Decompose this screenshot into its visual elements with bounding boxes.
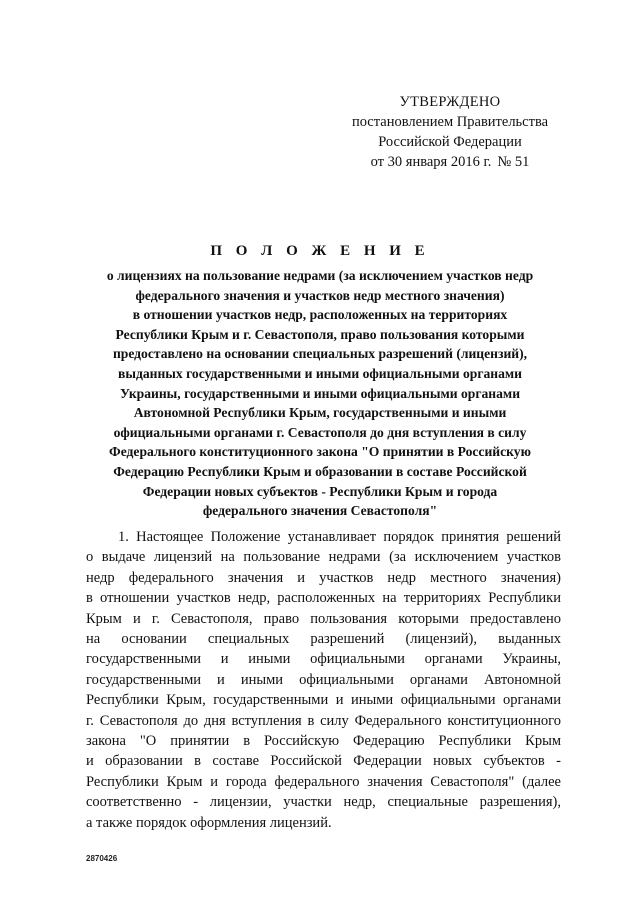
paragraph-line: о выдаче лицензий на пользование недрами (за исключением участков bbox=[86, 549, 561, 566]
paragraph-line: Республики Крым и города федерального значения Севастополя" (далее bbox=[86, 773, 561, 790]
paragraph-line: г. Севастополя до дня вступления в силу Федерального конституционного bbox=[86, 712, 561, 729]
paragraph-line: Республики Крым, государственными и иными официальными органами bbox=[86, 692, 561, 709]
paragraph-1 bbox=[86, 527, 561, 833]
paragraph-line: соответственно - лицензии, участки недр, специальные разрешения), bbox=[86, 794, 561, 811]
approval-line-2: Российской Федерации bbox=[378, 134, 522, 150]
paragraph-line: и образовании в составе Российской Федерации новых субъектов - bbox=[86, 753, 561, 770]
subtitle-line: Федерации новых субъектов - Республики Крым и города bbox=[142, 483, 498, 499]
paragraph-line: государственными и иными официальными органами Украины, bbox=[86, 651, 561, 668]
document-title: П О Л О Ж Е Н И Е bbox=[210, 243, 430, 259]
subtitle-line: Украины, государственными и иными официальными органами bbox=[119, 385, 521, 401]
paragraph-line: государственными и иными официальными органами Автономной bbox=[86, 671, 561, 688]
paragraph-line: закона "О принятии в Российскую Федерацию Республики Крым bbox=[86, 733, 561, 750]
subtitle-line: федерального значения Севастополя" bbox=[202, 503, 438, 519]
subtitle-line: официальными органами г. Севастополя до дня вступления в силу bbox=[113, 424, 527, 440]
document-number: 2870426 bbox=[86, 854, 118, 863]
approval-stamp bbox=[300, 92, 600, 172]
subtitle-line: Автономной Республики Крым, государственными и иными bbox=[133, 405, 507, 421]
approval-decree-line bbox=[300, 152, 600, 172]
subtitle-line: о лицензиях на пользование недрами (за исключением участков недр bbox=[106, 268, 534, 283]
subtitle-line: Республики Крым и г. Севастополя, право пользования которыми bbox=[115, 326, 525, 342]
subtitle-line: выданных государственными и иными официальными органами bbox=[117, 365, 523, 381]
paragraph-line: на основании специальных разрешений (лицензий), выданных bbox=[86, 631, 561, 648]
approval-line-1: постановлением Правительства bbox=[351, 114, 549, 130]
paragraph-line: Крым и г. Севастополя, право пользования которыми предоставлено bbox=[86, 610, 561, 627]
subtitle-line: в отношении участков недр, расположенных на территориях bbox=[132, 307, 508, 323]
decree-date: от 30 января 2016 г. bbox=[370, 154, 492, 170]
paragraph-line: а также порядок оформления лицензий. bbox=[86, 814, 332, 831]
approval-heading: УТВЕРЖДЕНО bbox=[399, 94, 501, 110]
document-subtitle bbox=[70, 266, 570, 521]
subtitle-line: федерального значения и участков недр местного значения) bbox=[135, 287, 505, 303]
paragraph-line: в отношении участков недр, расположенных на территориях Республики bbox=[86, 590, 561, 607]
paragraph-line: 1. Настоящее Положение устанавливает порядок принятия решений bbox=[118, 529, 561, 545]
subtitle-line: Федерального конституционного закона "О принятии в Российскую bbox=[109, 444, 531, 460]
subtitle-line: Федерацию Республики Крым и образовании в составе Российской bbox=[113, 463, 527, 479]
paragraph-line: недр федерального значения и участков недр местного значения) bbox=[86, 569, 561, 586]
subtitle-line: предоставлено на основании специальных разрешений (лицензий), bbox=[112, 346, 528, 362]
decree-number: № 51 bbox=[497, 154, 530, 170]
